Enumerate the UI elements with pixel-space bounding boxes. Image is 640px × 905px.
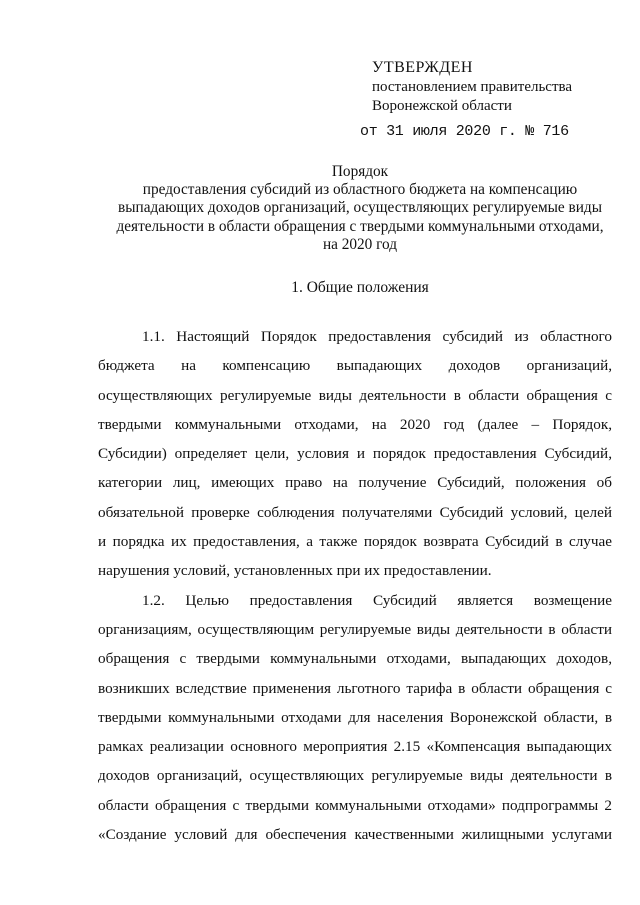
paragraph-line: нарушения условий, установленных при их предоставлении. [98,562,492,580]
document-subtitle-line: выпадающих доходов организаций, осуществляющих регулируемые виды [118,199,602,217]
paragraph-line: рамках реализации основного мероприятия 2.15 «Компенсация выпадающих [98,738,612,756]
paragraph-line: доходов организаций, осуществляющих регулируемые виды деятельности в [98,767,612,785]
paragraph-line: «Создание условий для обеспечения качественными жилищными услугами [98,826,612,844]
paragraph-line: категории лиц, имеющих право на получение Субсидий, положения об [98,474,612,492]
document-subtitle-line: на 2020 год [322,235,398,253]
document-title: Порядок [331,163,389,180]
paragraph-line: 1.1. Настоящий Порядок предоставления субсидий из областного [142,328,612,345]
paragraph-line: возникших вследствие применения льготного тарифа в области обращения с [98,679,612,697]
paragraph-line: и порядка их предоставления, а также порядок возврата Субсидий в случае [98,533,612,551]
document-body [98,322,612,849]
paragraph-line: бюджета на компенсацию выпадающих доходов организаций, [98,357,612,375]
approval-line-1: постановлением правительства [372,79,573,95]
paragraph-line: Субсидии) определяет цели, условия и порядок предоставления Субсидий, [98,445,612,463]
paragraph-line: обязательной проверке соблюдения получателями Субсидий условий, целей [98,503,612,521]
paragraph-line: области обращения с твердыми коммунальными отходами» подпрограммы 2 [98,796,612,814]
approval-date: от 31 июля 2020 г. № 716 [360,123,569,140]
paragraph-line: твердыми коммунальными отходами, на 2020 год (далее – Порядок, [98,415,612,433]
approved-label: УТВЕРЖДЕН [372,59,473,76]
paragraph-line: осуществляющих регулируемые виды деятельности в области обращения с [98,386,612,404]
paragraph-line: организациям, осуществляющим регулируемые виды деятельности в области [98,620,612,638]
document-subtitle-line: деятельности в области обращения с твердыми коммунальными отходами, [116,217,604,235]
paragraph-line: твердыми коммунальными отходами для населения Воронежской области, в [98,708,612,726]
document-subtitle-line: предоставления субсидий из областного бюджета на компенсацию [142,181,578,199]
section-title: 1. Общие положения [291,279,429,296]
approval-stamp [360,58,622,142]
paragraph-line: 1.2. Целью предоставления Субсидий является возмещение [142,591,612,609]
approval-line-2: Воронежской области [372,98,512,114]
paragraph-line: обращения с твердыми коммунальными отходами, выпадающих доходов, [98,650,612,668]
document-heading [60,163,640,254]
